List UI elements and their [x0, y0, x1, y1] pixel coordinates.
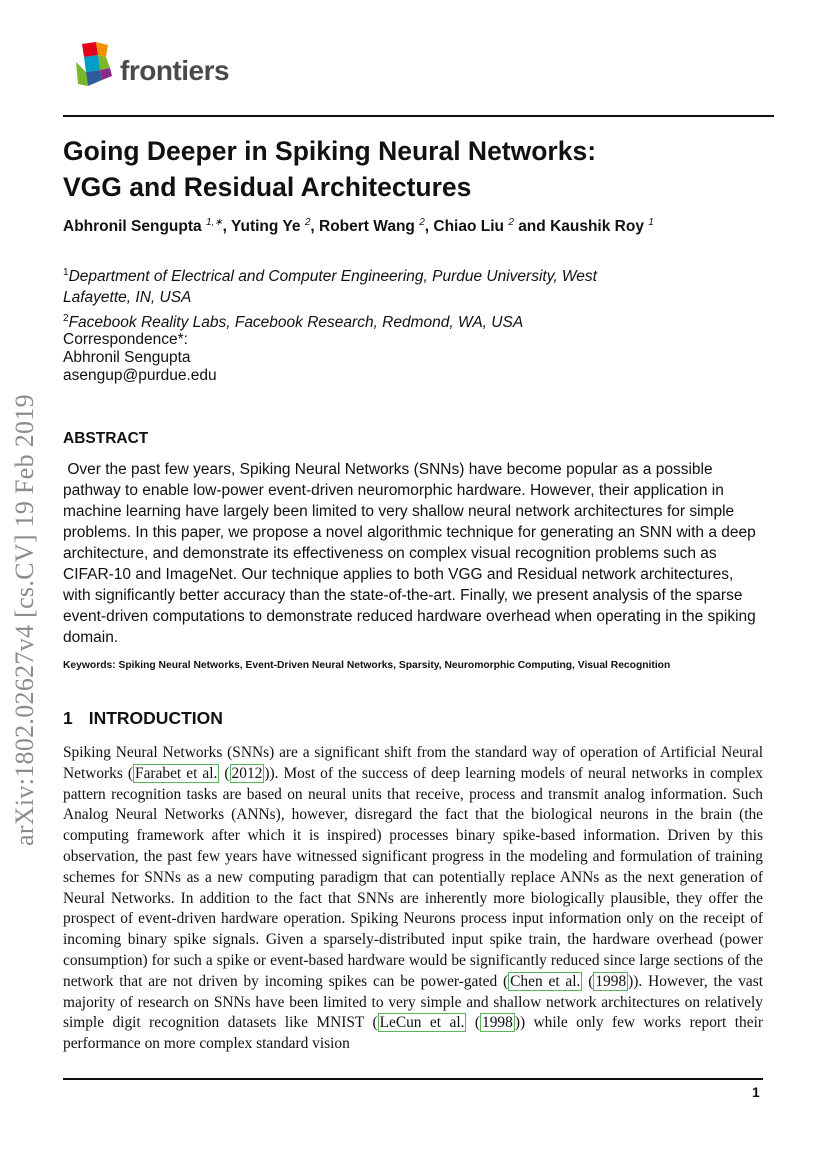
author-name: Yuting Ye	[231, 218, 301, 236]
author-name: Kaushik Roy	[550, 218, 644, 236]
arxiv-id: arXiv:1802.02627v4 [cs.CV] 19 Feb 2019	[10, 394, 39, 846]
author-affiliation-mark: 1	[648, 217, 654, 228]
citation-year-link[interactable]: 1998	[482, 1014, 513, 1032]
section-title: INTRODUCTION	[88, 708, 223, 728]
affiliation-1	[63, 262, 653, 308]
citation-link[interactable]: Chen et al.	[510, 972, 581, 990]
paper-title	[63, 133, 763, 205]
citation-link[interactable]: Farabet et al.	[135, 764, 218, 782]
affiliation-text: Facebook Reality Labs, Facebook Research, Redmond, WA, USA	[68, 314, 524, 332]
author-affiliation-mark: 2	[304, 217, 311, 228]
correspondence-label: Correspondence*:	[63, 331, 188, 348]
author-name: Chiao Liu	[433, 218, 504, 236]
title-line-1: Going Deeper in Spiking Neural Networks:	[63, 136, 597, 166]
section-number: 1	[63, 708, 73, 728]
affiliations	[63, 262, 763, 333]
intro-text: )). However, the vast majority of research on SNNs have been limited to very simple and shallow network architectures on relatively simple digit recognition datasets like MNIST (	[63, 972, 763, 1032]
author-name: Abhronil Sengupta	[63, 218, 202, 236]
citation-link[interactable]: LeCun et al.	[379, 1014, 465, 1032]
correspondence	[63, 331, 463, 385]
author-conjunction: and	[518, 218, 546, 236]
abstract-heading: ABSTRACT	[63, 430, 149, 447]
title-line-2: VGG and Residual Architectures	[63, 172, 472, 202]
arxiv-stamp	[5, 366, 45, 846]
footer-divider	[63, 1078, 763, 1080]
author-affiliation-mark: 2	[419, 217, 425, 228]
correspondence-name: Abhronil Sengupta	[63, 349, 191, 366]
frontiers-logo-text: frontiers	[120, 55, 230, 86]
affiliation-text: Department of Electrical and Computer Engineering, Purdue University, West Lafayette, IN, USA	[63, 268, 597, 307]
intro-text: )). Most of the success of deep learning models of neural networks in complex pattern recognition tasks are based on neural units that receive, process and transmit analog information. Such Analog Neural Networks (ANNs), however, disregard the fact that the biological neurons in the brain (the computing framework after which it is inspired) processes binary spike-based information. Driven by this observation, the past few years have witnessed significant progress in the modeling and formulation of training schemes for SNNs as a new computing paradigm that can potentially replace ANNs as the next generation of Neural Networks. In addition to the fact that SNNs are inherently more biologically plausible, they offer the prospect of event-driven hardware operation. Spiking Neurons process input information only on the receipt of incoming binary spike signals. Given a sparsely-distributed input spike train, the hardware overhead (power consumption) for such a spike or event-based hardware would be significantly reduced since large sections of the network that are not driven by incoming spikes can be power-gated (	[63, 764, 763, 990]
citation-year-link[interactable]: 2012	[231, 764, 263, 782]
affiliation-2	[63, 308, 763, 333]
citation-year-link[interactable]: 1998	[595, 972, 627, 990]
intro-text: Spiking Neural Networks (SNNs) are a significant shift from the standard way of operation of Artificial Neural Networks (	[63, 744, 763, 782]
author-affiliation-mark: 1,∗	[205, 217, 223, 228]
author-list: Abhronil Sengupta $^{1,∗}$, Yuting Ye $^2$, Robert Wang $^2$, Chiao Liu $^2$ and Kaushik Roy $^1$	[63, 217, 654, 236]
intro-text: )) while only few works report their performance on more complex standard vision	[63, 1014, 763, 1053]
page-number: 1	[752, 1084, 760, 1100]
affiliation-number: 2	[63, 313, 69, 325]
author-name: Robert Wang	[319, 218, 415, 236]
abstract-text	[63, 459, 763, 648]
header-divider	[63, 115, 774, 117]
correspondence-email[interactable]: asengup@purdue.edu	[63, 367, 217, 384]
affiliation-number: 1	[63, 267, 69, 278]
author-affiliation-mark: 2	[508, 217, 514, 228]
abstract-body: Over the past few years, Spiking Neural Networks (SNNs) have become popular as a possible pathway to enable low-power event-driven neuromorphic hardware. However, their application in machine learning have largely been limited to very shallow neural network architectures for simple problems. In this paper, we propose a novel algorithmic technique for generating an SNN with a deep architecture, and demonstrate its effectiveness on complex visual recognition problems such as CIFAR-10 and ImageNet. Our technique applies to both VGG and Residual network architectures, with significantly better accuracy than the state-of-the-art. Finally, we present analysis of the sparse event-driven computations to demonstrate reduced hardware overhead when operating in the spiking domain.	[63, 461, 756, 646]
introduction-paragraph: Spiking Neural Networks (SNNs) are a significant shift from the standard way of operation of Artificial Neural Networks ( Farabet et al. ( 2012 )). Most of the success of deep learning models of neural networks in complex pattern recognition tasks are based on neural units that receive, process and transmit analog information. Such Analog Neural Networks (ANNs), however, disregard the fact that the biological neurons in the brain (the computing framework after which it is inspired) processes binary spike-based information. Driven by this observation, the past few years have witnessed significant progress in the modeling and formulation of training schemes for SNNs as a new computing paradigm that can potentially replace ANNs as the next generation of Neural Networks. In addition to the fact that SNNs are inherently more biologically plausible, they offer the prospect of event-driven hardware operation. Spiking Neurons process input information only on the receipt of incoming binary spike signals. Given a sparsely-distributed input spike train, the hardware overhead (power consumption) for such a spike or event-based hardware would be significantly reduced since large sections of the network that are not driven by incoming spikes can be power-gated ( Chen et al. ( 1998 )). However, the vast majority of research on SNNs have been limited to very simple and shallow network architectures on relatively simple digit recognition datasets like MNIST ( LeCun et al. ( 1998 )) while only few works report their performance on more complex standard vision	[63, 744, 763, 1053]
keywords: Keywords: Spiking Neural Networks, Event-Driven Neural Networks, Sparsity, Neuromorphic Computing, Visual Recognition	[63, 660, 671, 671]
section-heading-introduction	[63, 708, 223, 729]
